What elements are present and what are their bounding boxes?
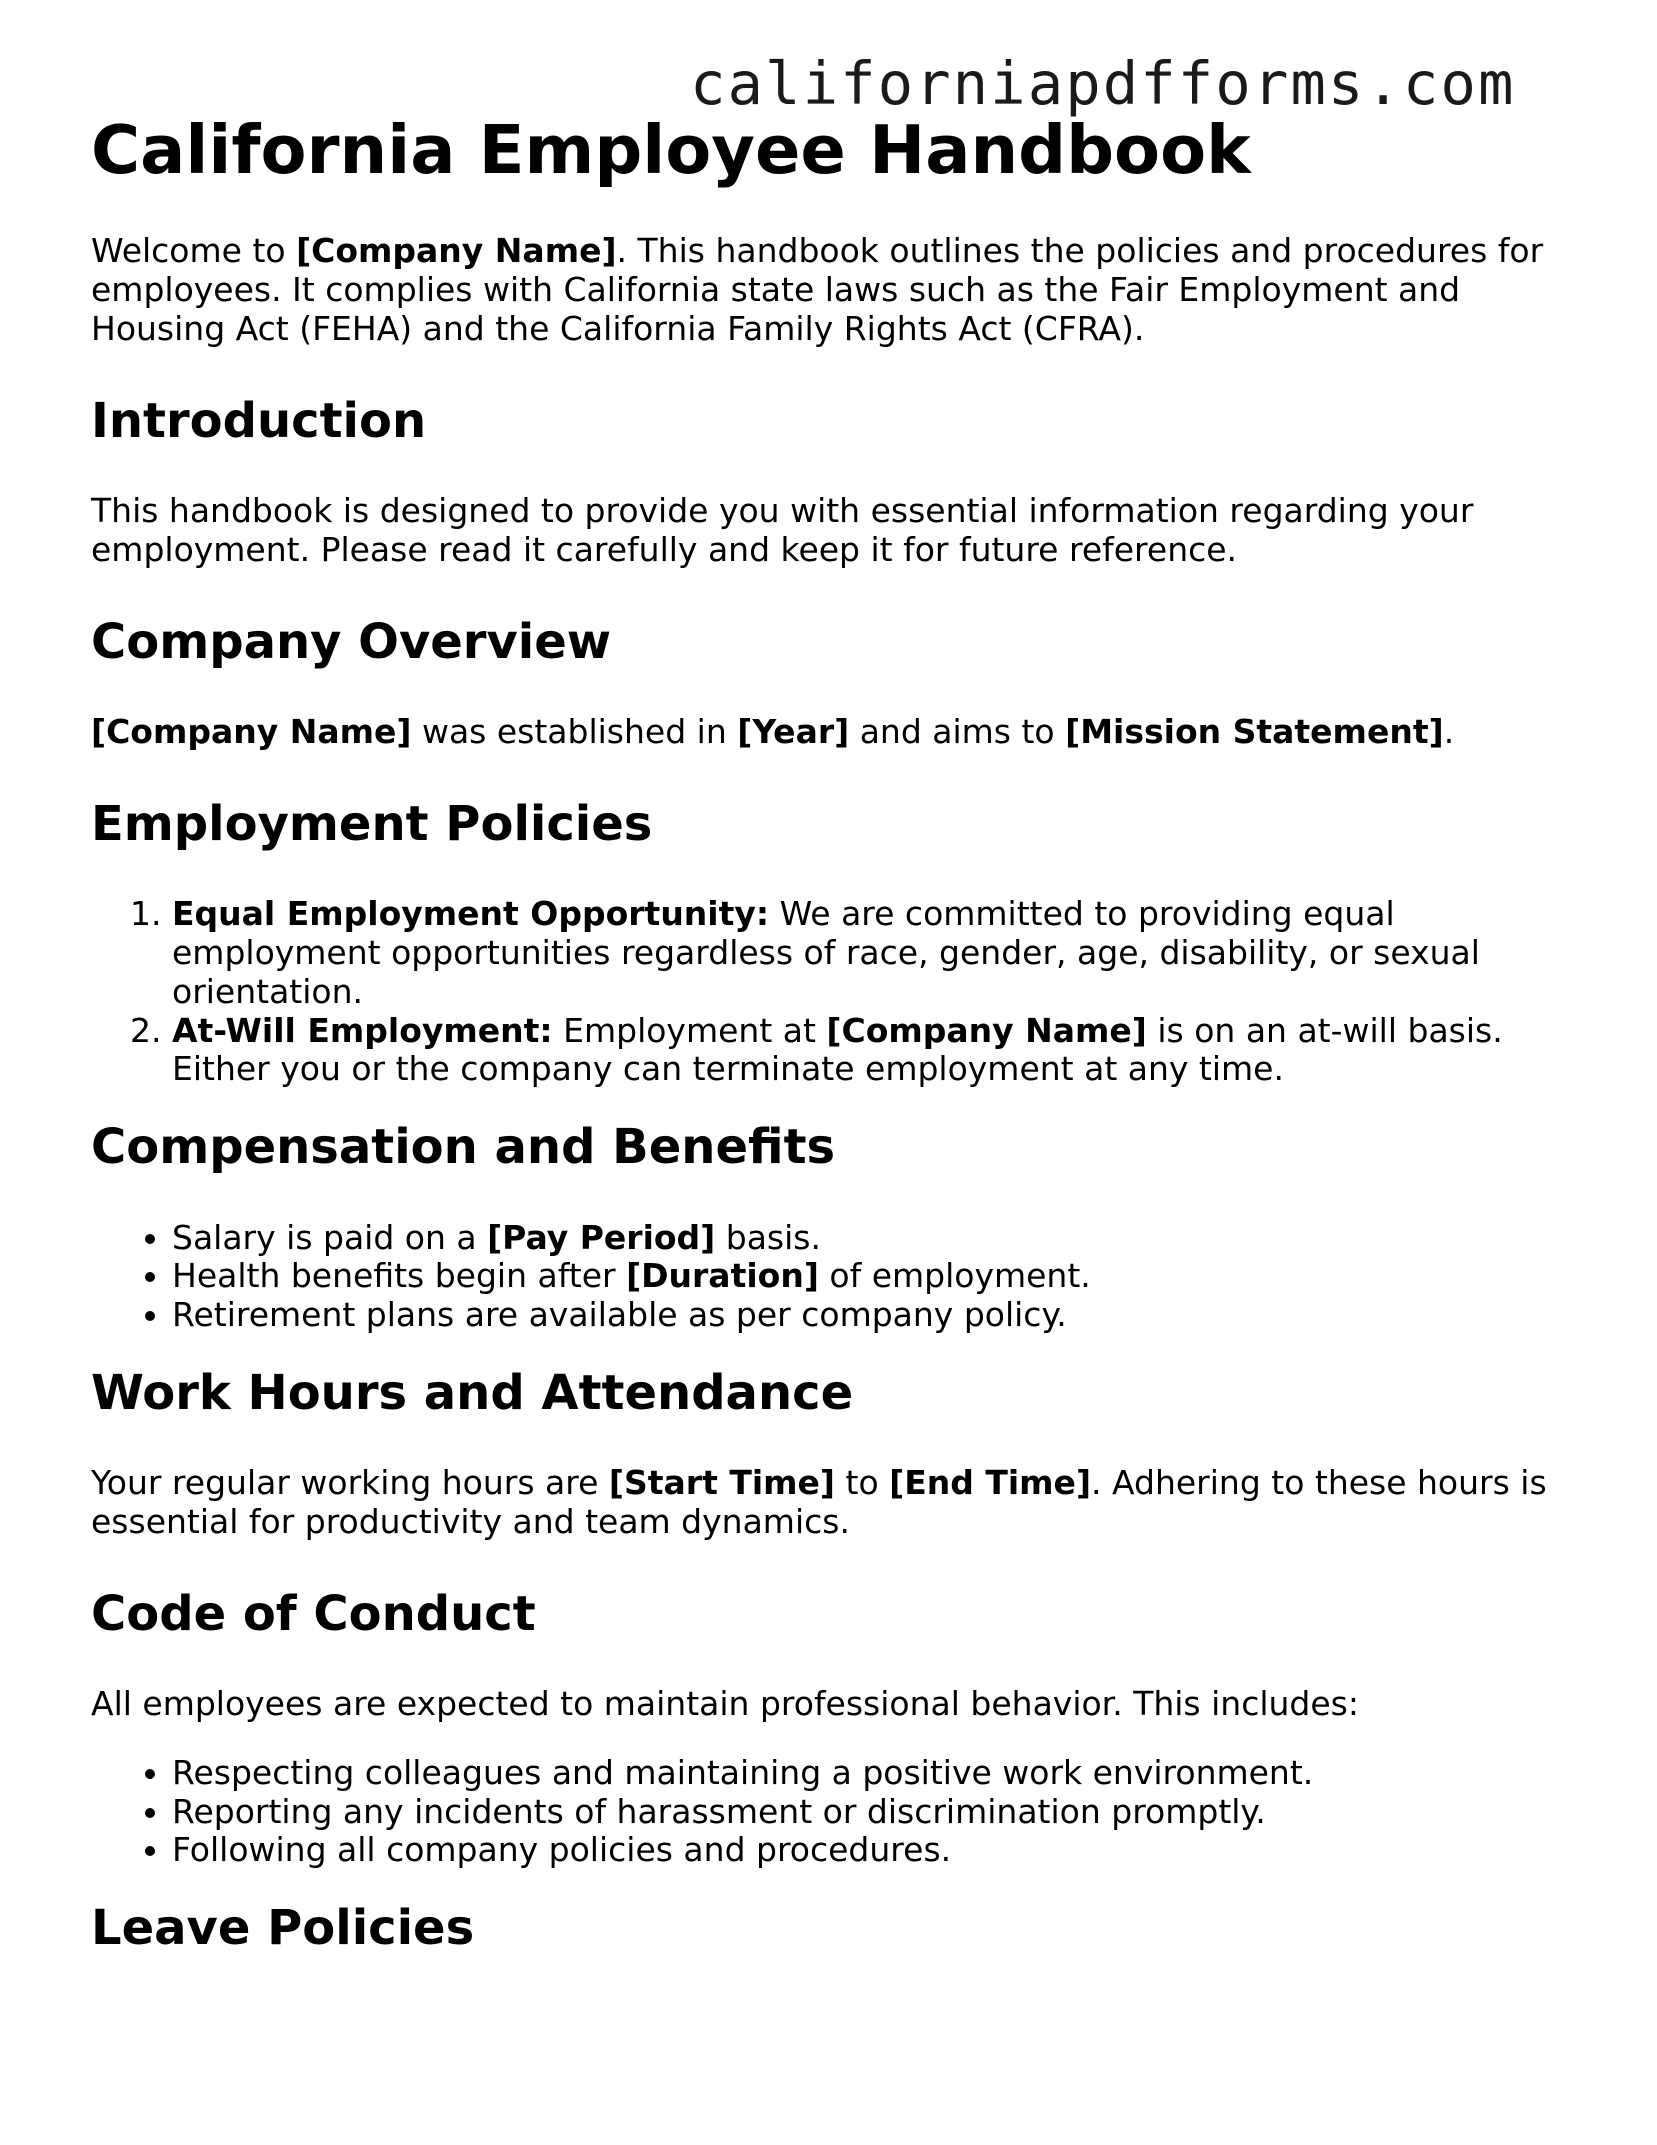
policy-text-1: Employment at: [552, 1010, 827, 1050]
list-text: Health benefits begin after: [172, 1256, 627, 1296]
overview-text-1: was established in: [411, 712, 738, 752]
overview-text-2: and aims to: [849, 712, 1066, 752]
introduction-paragraph: This handbook is designed to provide you with essential information regarding your employment. Please read it carefully and keep it for future reference.: [91, 491, 1474, 569]
company-name-placeholder: [Company Name]: [91, 712, 412, 752]
code-of-conduct-heading: Code of Conduct: [91, 1585, 536, 1642]
hours-text-2: to: [835, 1463, 890, 1503]
mission-statement-placeholder: [Mission Statement]: [1065, 712, 1444, 752]
welcome-text-1: Welcome to: [91, 231, 297, 271]
welcome-text-2: . This handbook outlines the policies and procedures for employees. It complies with California state laws such as the Fair Employment and Housing Act (FEHA) and the California Family Rights Act (CFRA).: [91, 231, 1544, 348]
hours-text-1: Your regular working hours are: [91, 1463, 609, 1503]
list-item: • Retirement plans are available as per company policy.: [172, 1296, 1571, 1335]
hours-text-3: . Adhering to these hours is essential for productivity and team dynamics.: [91, 1463, 1547, 1541]
list-item: [172, 895, 1571, 1011]
policy-text: We are committed to providing equal employment opportunities regardless of race, gender, age, disability, or sexual orientation.: [172, 894, 1480, 1011]
list-text: basis.: [715, 1217, 821, 1257]
list-item: • Following all company policies and procedures.: [172, 1831, 1571, 1870]
end-time-placeholder: [End Time]: [889, 1463, 1092, 1503]
pay-period-placeholder: [Pay Period]: [487, 1217, 716, 1257]
employment-policies-list: [91, 895, 1571, 1089]
policy-text-2: is on an at-will basis. Either you or the company can terminate employment at any time.: [172, 1010, 1503, 1089]
list-item: [172, 1257, 1571, 1296]
list-item: [172, 1219, 1571, 1258]
start-time-placeholder: [Start Time]: [608, 1463, 836, 1503]
page-title: California Employee Handbook: [91, 111, 1251, 189]
list-item: • Reporting any incidents of harassment or discrimination promptly.: [172, 1793, 1571, 1832]
company-name-placeholder: [Company Name]: [826, 1010, 1147, 1050]
employment-policies-heading: Employment Policies: [91, 795, 653, 852]
watermark-text: californiapdfforms.com: [690, 49, 1516, 118]
year-placeholder: [Year]: [737, 712, 850, 752]
overview-text-3: .: [1443, 712, 1455, 752]
compensation-list: [91, 1219, 1571, 1335]
company-overview-paragraph: [91, 713, 1571, 752]
duration-placeholder: [Duration]: [626, 1256, 819, 1296]
list-item: • Respecting colleagues and maintaining a positive work environment.: [172, 1754, 1571, 1793]
compensation-heading: Compensation and Benefits: [91, 1118, 836, 1175]
leave-policies-heading: Leave Policies: [91, 1900, 475, 1957]
list-text: Salary is paid on a: [172, 1217, 488, 1257]
code-of-conduct-intro: All employees are expected to maintain professional behavior. This includes:: [91, 1684, 1359, 1724]
work-hours-heading: Work Hours and Attendance: [91, 1364, 854, 1421]
list-text: of employment.: [818, 1256, 1091, 1296]
policy-label: Equal Employment Opportunity:: [172, 894, 770, 934]
policy-label: At-Will Employment:: [172, 1010, 553, 1050]
welcome-paragraph: [91, 232, 1571, 348]
company-name-placeholder: [Company Name]: [296, 231, 617, 271]
introduction-heading: Introduction: [91, 392, 427, 449]
work-hours-paragraph: [91, 1464, 1571, 1541]
document-body: [91, 110, 1571, 1958]
list-item: [172, 1012, 1571, 1089]
code-of-conduct-list: [91, 1754, 1571, 1870]
company-overview-heading: Company Overview: [91, 613, 612, 670]
